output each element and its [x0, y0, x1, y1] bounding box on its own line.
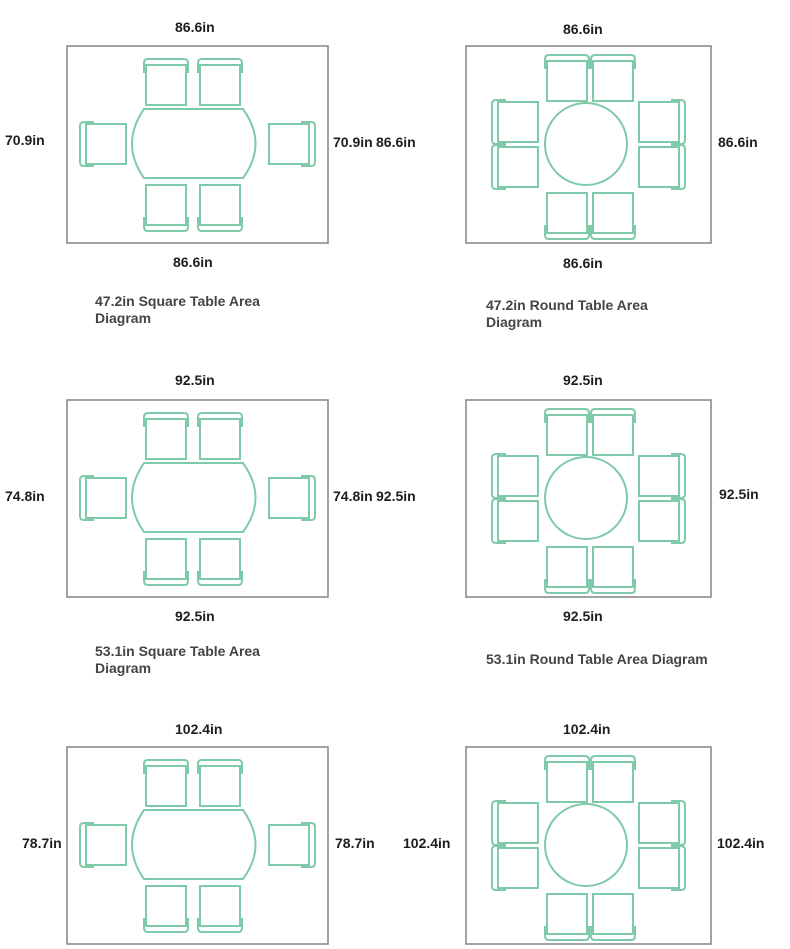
square-table-diagram — [66, 45, 329, 245]
left-dimension: 74.8in — [5, 488, 45, 504]
diagram-caption: 53.1in Round Table Area Diagram — [486, 651, 708, 667]
bottom-dimension: 86.6in — [563, 255, 603, 271]
diagram-caption: 53.1in Square Table Area Diagram — [95, 643, 260, 676]
square-table-diagram — [66, 746, 329, 946]
right-dimension: 74.8in — [333, 488, 373, 504]
top-dimension: 92.5in — [175, 372, 215, 388]
right-dimension: 86.6in — [718, 134, 758, 150]
left-dimension: 92.5in — [376, 488, 416, 504]
right-dimension: 78.7in — [335, 835, 375, 851]
diagram-caption: 47.2in Round Table Area Diagram — [486, 297, 648, 330]
left-dimension: 70.9in — [5, 132, 45, 148]
left-dimension: 86.6in — [376, 134, 416, 150]
right-dimension: 70.9in — [333, 134, 373, 150]
top-dimension: 86.6in — [563, 21, 603, 37]
top-dimension: 92.5in — [563, 372, 603, 388]
top-dimension: 102.4in — [175, 721, 223, 737]
square-table-diagram — [66, 399, 329, 599]
top-dimension: 86.6in — [175, 19, 215, 35]
round-table-diagram — [465, 399, 712, 599]
round-table-diagram — [465, 45, 712, 245]
top-dimension: 102.4in — [563, 721, 611, 737]
round-table-diagram — [465, 746, 712, 946]
bottom-dimension: 92.5in — [563, 608, 603, 624]
left-dimension: 102.4in — [403, 835, 451, 851]
bottom-dimension: 86.6in — [173, 254, 213, 270]
bottom-dimension: 92.5in — [175, 608, 215, 624]
left-dimension: 78.7in — [22, 835, 62, 851]
diagram-caption: 47.2in Square Table Area Diagram — [95, 293, 260, 326]
right-dimension: 102.4in — [717, 835, 765, 851]
right-dimension: 92.5in — [719, 486, 759, 502]
